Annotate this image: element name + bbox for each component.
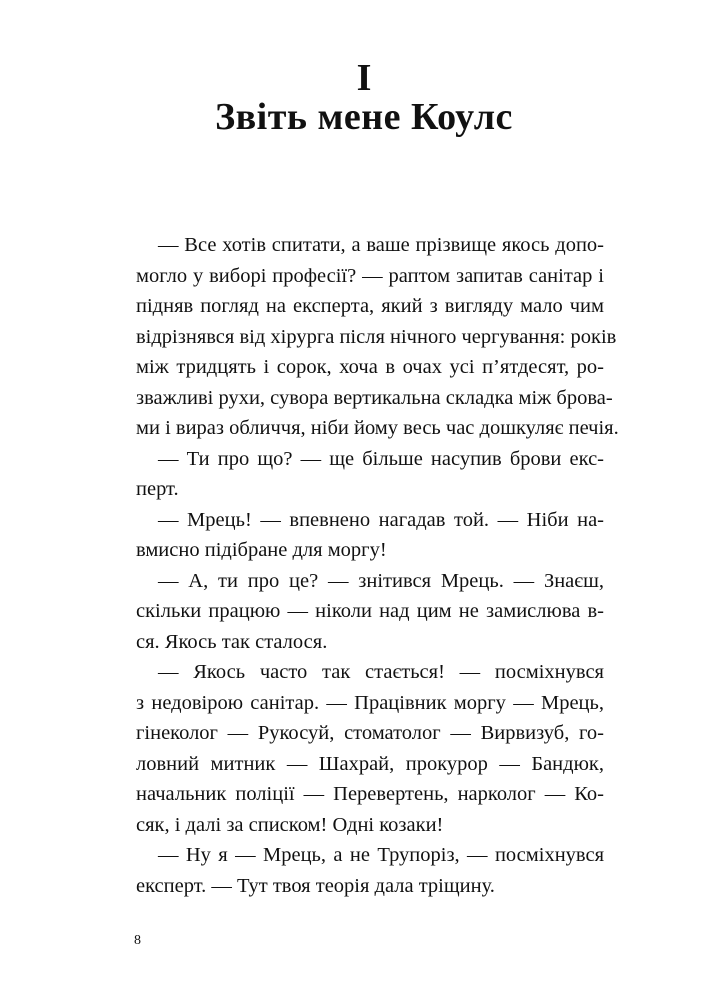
- text-line: ся. Якось так сталося.: [136, 630, 328, 653]
- text-line: начальник поліції — Перевертень, нарколог — Ко-: [136, 783, 604, 805]
- text-line: ми і вираз обличчя, ніби йому весь час дошкуляє печія.: [136, 417, 619, 439]
- text-line: могло у виборі професії? — раптом запитав санітар і: [136, 264, 604, 287]
- text-line: — А, ти про це? — знітився Мрець. — Знаєш,: [158, 569, 604, 592]
- text-line: скільки працюю — ніколи над цим не замислюва в-: [136, 600, 604, 622]
- text-line: — Якось часто так стається! — посміхнувся: [158, 661, 604, 683]
- text-line: ловний митник — Шахрай, прокурор — Бандюк,: [136, 752, 604, 775]
- text-line: — Мрець! — впевнено нагадав той. — Ніби на-: [158, 508, 604, 531]
- text-line: між тридцять і сорок, хоча в очах усі п’ятдесят, ро-: [136, 356, 604, 378]
- chapter-number: I: [356, 57, 372, 99]
- text-line: — Ти про що? — ще більше насупив брови екс-: [158, 447, 604, 470]
- text-line: — Ну я — Мрець, а не Трупоріз, — посміхнувся: [158, 844, 604, 866]
- text-line: вмисно підібране для моргу!: [136, 539, 387, 561]
- text-line: — Все хотів спитати, а ваше прізвище якось допо-: [158, 234, 604, 256]
- text-line: експерт. — Тут твоя теорія дала тріщину.: [136, 874, 495, 897]
- text-line: відрізнявся від хірурга після нічного чергування: років: [136, 325, 617, 348]
- text-line: гінеколог — Рукосуй, стоматолог — Вирвизуб, го-: [136, 722, 604, 744]
- text-line: перт.: [136, 478, 179, 500]
- chapter-text: [136, 230, 619, 901]
- chapter-title: Звіть мене Коулс: [215, 96, 513, 138]
- text-line: сяк, і далі за списком! Одні козаки!: [136, 813, 444, 836]
- text-line: з недовірою санітар. — Працівник моргу — Мрець,: [136, 691, 604, 714]
- text-line: зважливі рухи, сувора вертикальна складка між брова-: [136, 386, 613, 409]
- text-line: підняв погляд на експерта, який з вигляду мало чим: [136, 295, 604, 317]
- page-number: 8: [134, 933, 141, 948]
